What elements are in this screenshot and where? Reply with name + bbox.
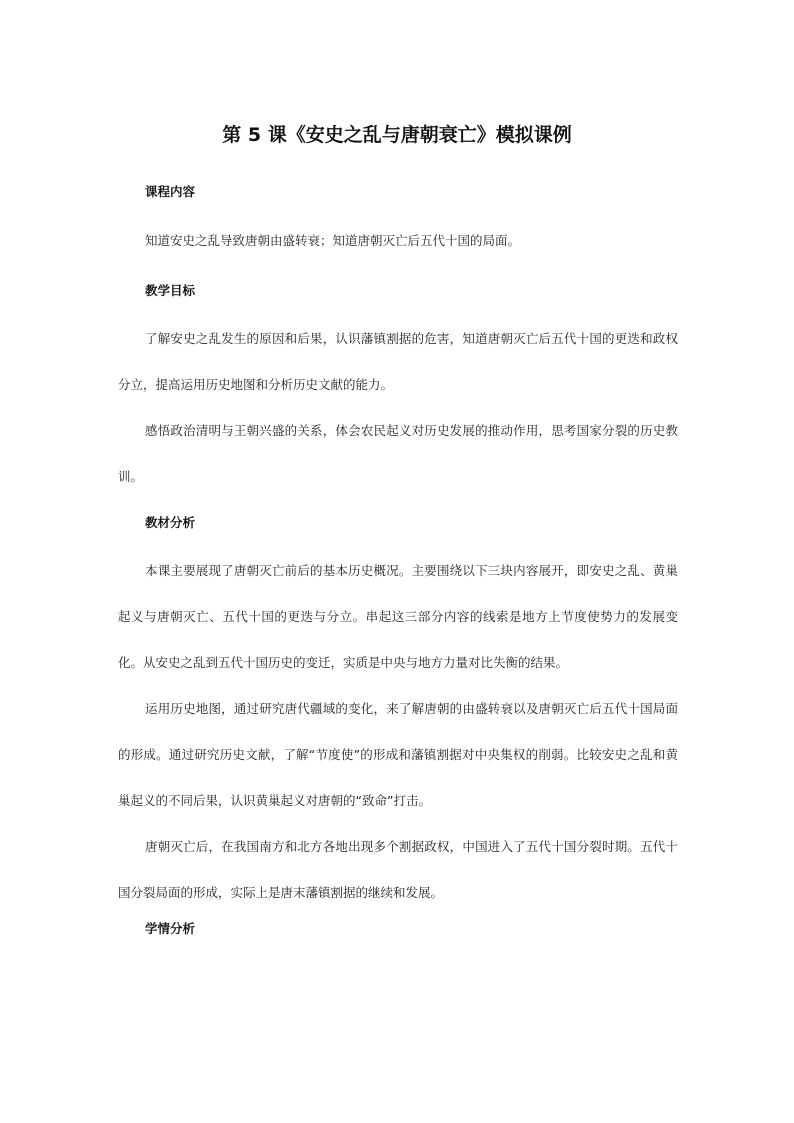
paragraph-course-content: 知道安史之乱导致唐朝由盛转衰；知道唐朝灭亡后五代十国的局面。 (145, 233, 521, 248)
document-title: 第 5 课《安史之乱与唐朝衰亡》模拟课例 (222, 124, 572, 146)
heading-course-content: 课程内容 (145, 184, 196, 199)
heading-teaching-goals: 教学目标 (145, 283, 196, 298)
paragraph-teaching-goals-1: 了解安史之乱发生的原因和后果，认识藩镇割据的危害，知道唐朝灭亡后五代十国的更迭和政权分立，提高运用历史地图和分析历史文献的能力。 (118, 331, 678, 392)
paragraph-textbook-analysis-1: 本课主要展现了唐朝灭亡前后的基本历史概况。主要围绕以下三块内容展开，即安史之乱、黄巢起义与唐朝灭亡、五代十国的更迭与分立。串起这三部分内容的线索是地方上节度使势力的发展变化。从安史之乱到五代十国历史的变迁，实质是中央与地方力量对比失衡的结果。 (118, 563, 678, 670)
paragraph-textbook-analysis-3: 唐朝灭亡后，在我国南方和北方各地出现多个割据政权，中国进入了五代十国分裂时期。五代十国分裂局面的形成，实际上是唐末藩镇割据的继续和发展。 (118, 839, 678, 900)
heading-student-analysis: 学情分析 (145, 921, 196, 936)
paragraph-textbook-analysis-2: 运用历史地图，通过研究唐代疆域的变化，来了解唐朝的由盛转衰以及唐朝灭亡后五代十国局面的形成。通过研究历史文献，了解“节度使”的形成和藩镇割据对中央集权的削弱。比较安史之乱和黄巢起义的不同后果，认识黄巢起义对唐朝的“致命”打击。 (118, 701, 678, 808)
heading-textbook-analysis: 教材分析 (145, 515, 196, 530)
paragraph-teaching-goals-2: 感悟政治清明与王朝兴盛的关系，体会农民起义对历史发展的推动作用，思考国家分裂的历史教训。 (118, 423, 678, 484)
